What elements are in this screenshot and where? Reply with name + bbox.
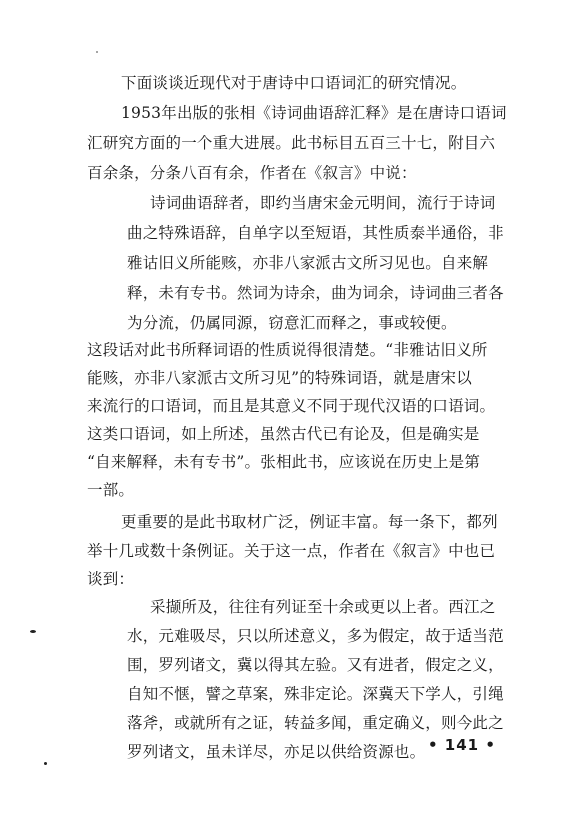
paragraph-2-line-1: 1953年出版的张相《诗词曲语辞汇释》是在唐诗口语词: [121, 104, 507, 122]
quote-2-line-6: 罗列诸文，虽未详尽，亦足以供给资源也。: [127, 743, 426, 761]
paragraph-3-line-2: 能赅，亦非八家派古文所习见”的特殊词语，就是唐宋以: [87, 369, 472, 387]
paragraph-4-line-1: 更重要的是此书取材广泛，例证丰富。每一条下，都列: [121, 513, 498, 531]
paragraph-2-line-2: 汇研究方面的一个重大进展。此书标目五百三十七，附目六: [87, 134, 496, 152]
quote-1-line-2: 曲之特殊语辞，自单字以至短语，其性质泰半通俗，非: [127, 224, 504, 242]
paragraph-3-line-3: 来流行的口语词，而且是其意义不同于现代汉语的口语词。: [87, 397, 496, 415]
quote-1-line-1: 诗词曲语辞者，即约当唐宋金元明间，流行于诗词: [150, 194, 496, 212]
scan-speck: [96, 51, 98, 53]
paragraph-3-line-4: 这类口语词，如上所述，虽然古代已有论及，但是确实是: [87, 425, 480, 443]
quote-2-line-5: 落斧，或就所有之证，转益多闻，重定确义，则今此之: [127, 714, 504, 732]
quote-1-line-5: 为分流，仍属同源，窃意汇而释之，事或较便。: [127, 314, 457, 332]
quote-1-line-4: 释，未有专书。然词为诗余，曲为词余，诗词曲三者各: [127, 284, 504, 302]
quote-2-line-4: 自知不惬，譬之草案，殊非定论。深冀天下学人，引绳: [127, 685, 504, 703]
quote-2-line-1: 采撷所及，往往有列证至十余或更以上者。西江之: [150, 598, 496, 616]
quote-1-line-3: 雅诂旧义所能赅，亦非八家派古文所习见也。自来解: [127, 254, 489, 272]
quote-2-line-3: 围，罗列诸文，冀以得其左验。又有进者，假定之义，: [127, 656, 504, 674]
paragraph-3-line-6: 一部。: [87, 481, 135, 499]
quote-2-line-2: 水，元难吸尽，只以所述意义，多为假定，故于适当范: [127, 627, 504, 645]
scan-speck: [30, 630, 36, 633]
paragraph-4-line-3: 谈到：: [87, 570, 135, 588]
scan-speck: [44, 762, 47, 765]
paragraph-2-line-3: 百余条，分条八百有余，作者在《叙言》中说：: [87, 164, 417, 182]
paragraph-1-line-1: 下面谈谈近现代对于唐诗中口语词汇的研究情况。: [121, 74, 467, 92]
paragraph-3-line-1: 这段话对此书所释词语的性质说得很清楚。“非雅诂旧义所: [87, 341, 488, 359]
paragraph-4-line-2: 举十几或数十条例证。关于这一点，作者在《叙言》中也已: [87, 542, 496, 560]
paragraph-3-line-5: “自来解释，未有专书”。张相此书，应该说在历史上是第: [87, 453, 481, 471]
page-number: • 141 •: [428, 736, 496, 754]
